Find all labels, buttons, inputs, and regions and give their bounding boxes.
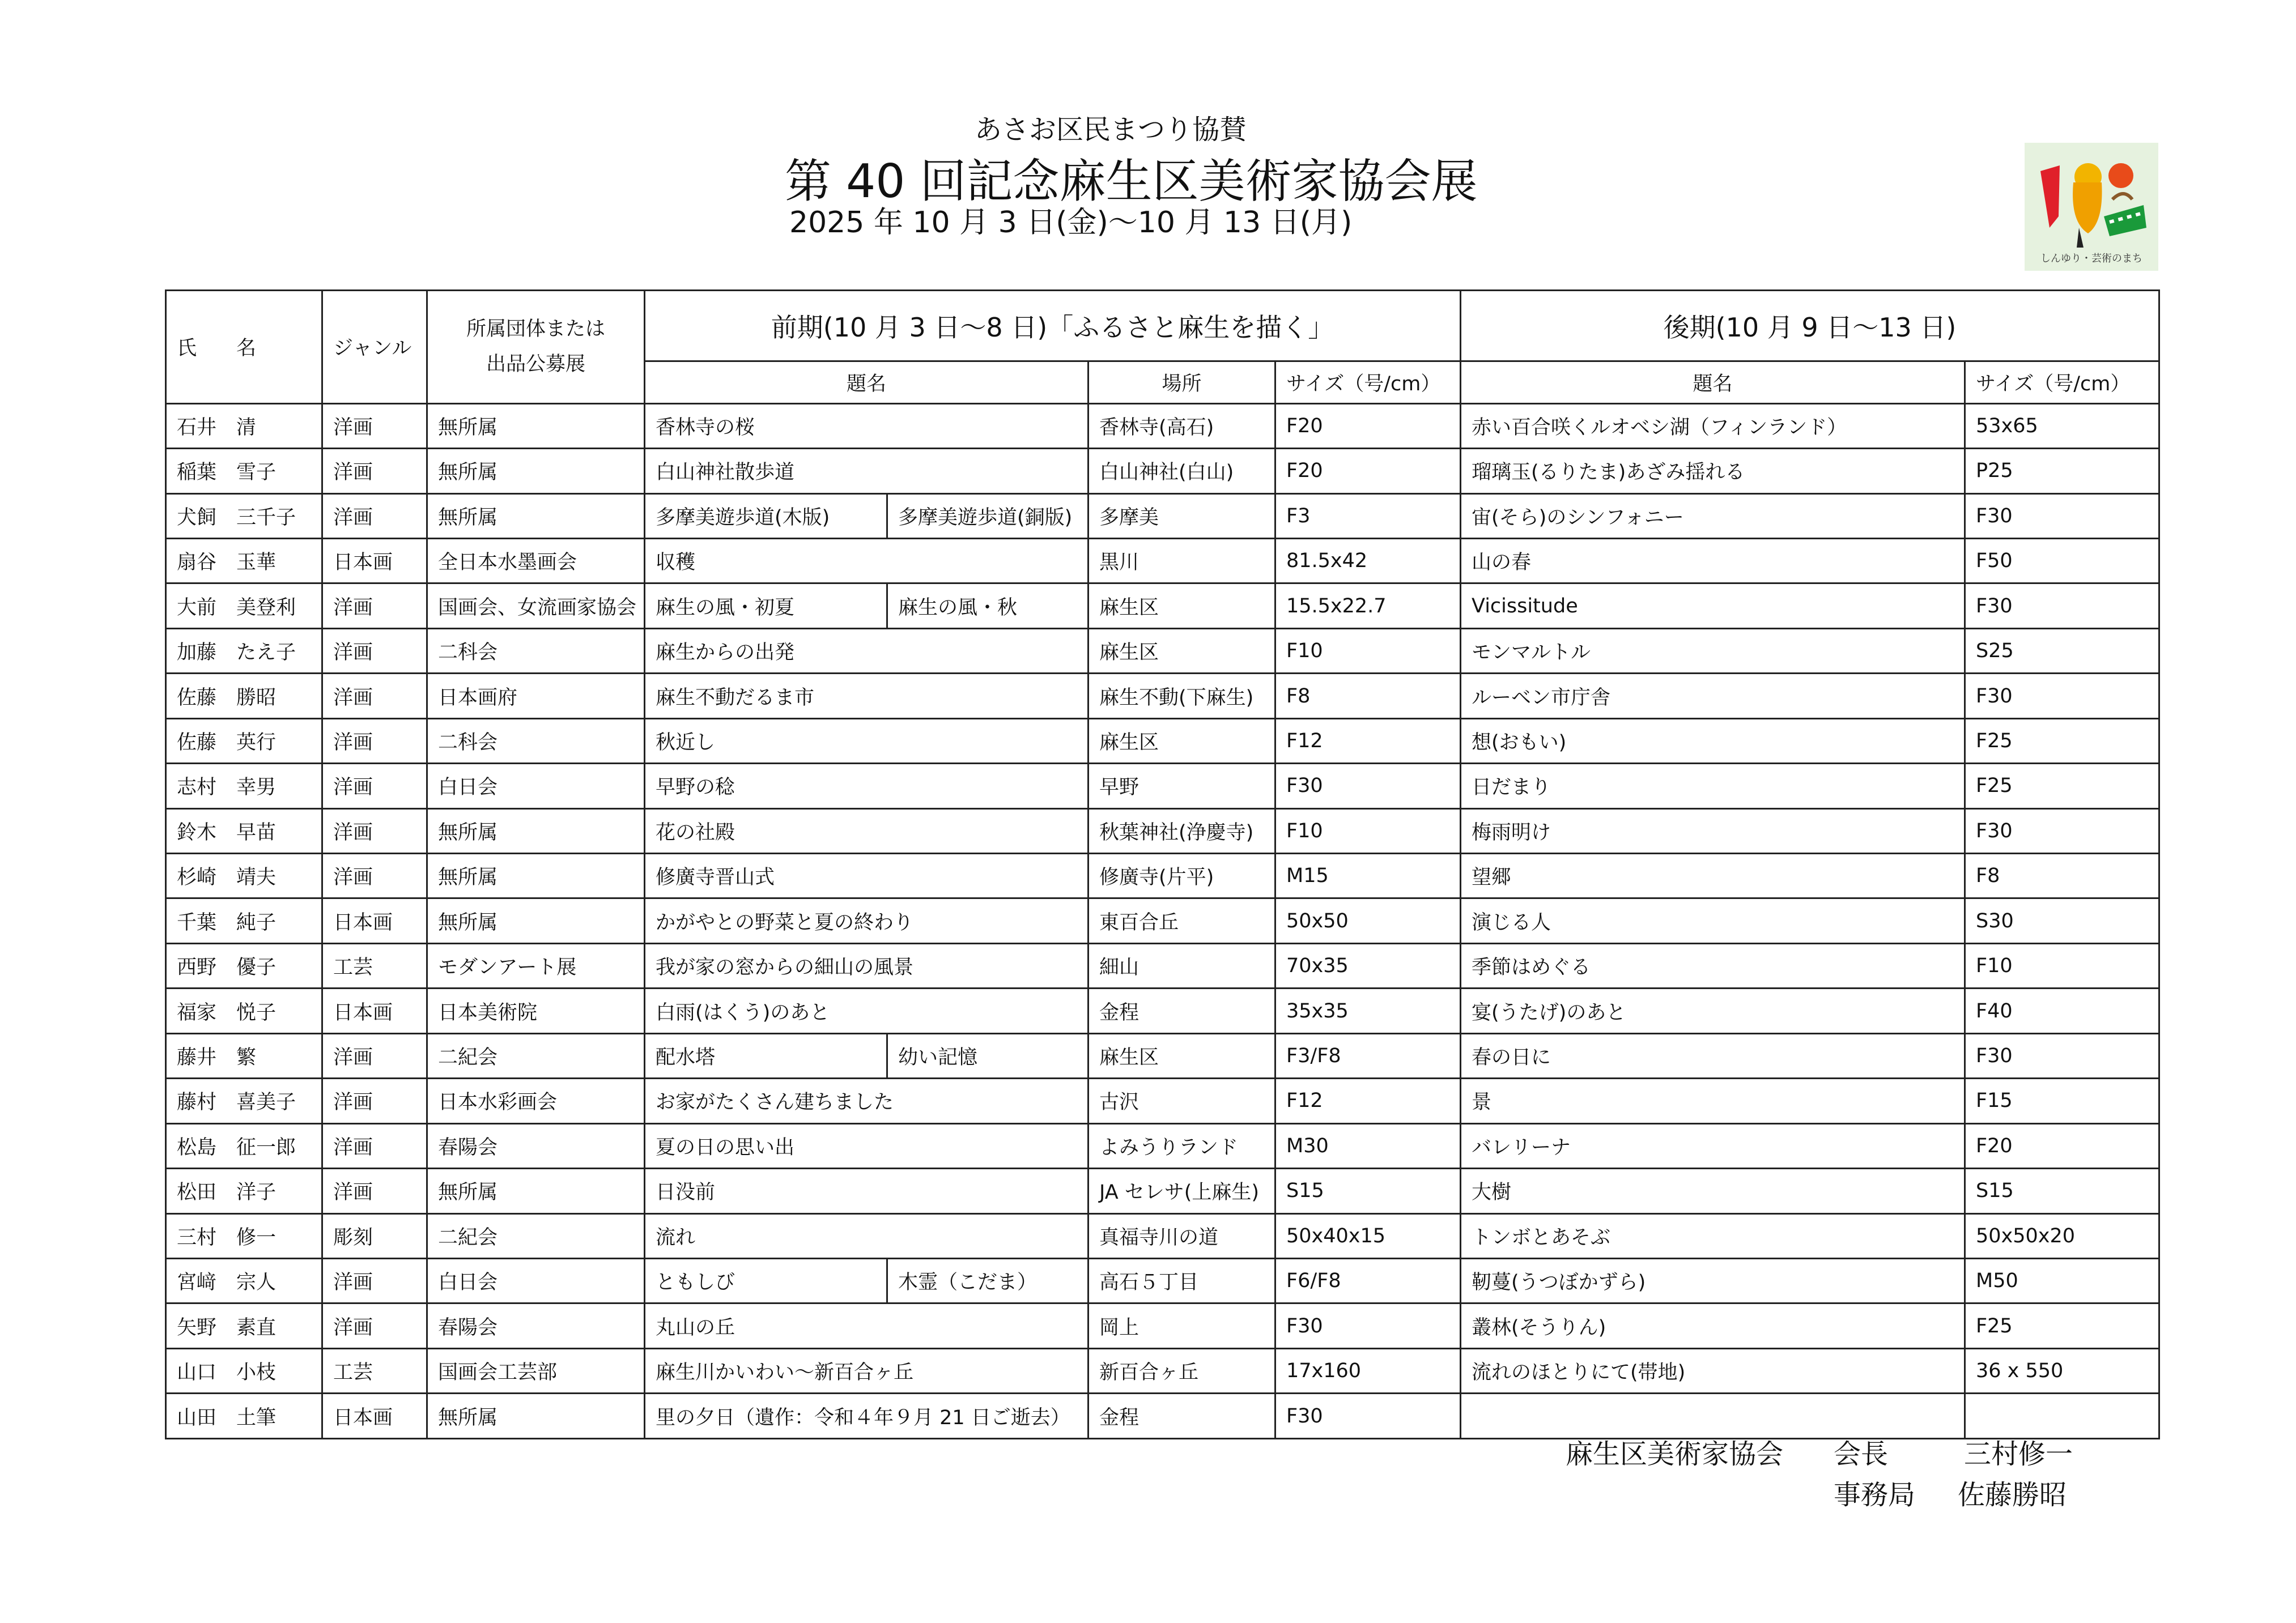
genre-cell: 洋画 [322, 718, 427, 763]
table-row [166, 898, 2159, 943]
early-size-cell: F10 [1275, 808, 1461, 853]
group-cell: 無所属 [427, 449, 645, 493]
early-size-cell: F12 [1275, 1079, 1461, 1123]
early-title-cell: 秋近し [645, 718, 1089, 763]
table-row [166, 449, 2159, 493]
header-group-line2: 出品公募展 [486, 353, 585, 376]
genre-cell: 日本画 [322, 538, 427, 583]
table-row [166, 1303, 2159, 1348]
table-row [166, 854, 2159, 898]
artist-name-cell: 西野 優子 [166, 943, 322, 988]
group-cell: 無所属 [427, 808, 645, 853]
early-title-cell: 麻生川かいわい～新百合ヶ丘 [645, 1348, 1089, 1393]
genre-cell: 日本画 [322, 989, 427, 1033]
artist-name-cell: 佐藤 勝昭 [166, 674, 322, 718]
footer-office-name: 佐藤勝昭 [1958, 1479, 2067, 1511]
table-row [166, 1258, 2159, 1303]
early-place-cell: 高石５丁目 [1089, 1258, 1275, 1303]
early-place-cell: 麻生区 [1089, 718, 1275, 763]
header-name: 氏 名 [166, 291, 322, 404]
early-title-cell: 丸山の丘 [645, 1303, 1089, 1348]
group-cell: 無所属 [427, 1394, 645, 1439]
late-size-cell: M50 [1965, 1258, 2159, 1303]
header-early-size: サイズ（号/cm） [1275, 361, 1461, 403]
header-group-line1: 所属団体または [466, 318, 605, 341]
artist-name-cell: 松島 征一郎 [166, 1123, 322, 1168]
table-row [166, 1348, 2159, 1393]
genre-cell: 彫刻 [322, 1213, 427, 1258]
early-place-cell: 多摩美 [1089, 493, 1275, 538]
header-group [427, 291, 645, 404]
late-title-cell: 演じる人 [1461, 898, 1965, 943]
late-title-cell: 春の日に [1461, 1033, 1965, 1078]
early-place-cell: 細山 [1089, 943, 1275, 988]
early-size-cell: 50x40x15 [1275, 1213, 1461, 1258]
late-title-cell: 宙(そら)のシンフォニー [1461, 493, 1965, 538]
early-size-cell: F20 [1275, 449, 1461, 493]
early-place-cell: 岡上 [1089, 1303, 1275, 1348]
early-place-cell: 新百合ヶ丘 [1089, 1348, 1275, 1393]
logo-graphic-icon [2025, 143, 2158, 250]
early-title-cell: 多摩美遊歩道(木版) [645, 493, 887, 538]
late-title-cell: トンボとあそぶ [1461, 1213, 1965, 1258]
table-row [166, 1123, 2159, 1168]
group-cell: 春陽会 [427, 1303, 645, 1348]
early-title-cell: 麻生の風・初夏 [645, 583, 887, 628]
header-early-title: 題名 [645, 361, 1089, 403]
artist-name-cell: 鈴木 早苗 [166, 808, 322, 853]
late-size-cell: F15 [1965, 1079, 2159, 1123]
late-size-cell: 50x50x20 [1965, 1213, 2159, 1258]
early-place-cell: 麻生不動(下麻生) [1089, 674, 1275, 718]
header-late-period: 後期(10 月 9 日～13 日) [1461, 291, 2159, 361]
artist-name-cell: 加藤 たえ子 [166, 628, 322, 673]
early-place-cell: 修廣寺(片平) [1089, 854, 1275, 898]
early-title-cell: 流れ [645, 1213, 1089, 1258]
late-size-cell: 53x65 [1965, 403, 2159, 448]
table-row [166, 1079, 2159, 1123]
group-cell: 無所属 [427, 1169, 645, 1213]
early-size-cell: F3/F8 [1275, 1033, 1461, 1078]
table-row [166, 718, 2159, 763]
artist-name-cell: 矢野 素直 [166, 1303, 322, 1348]
early-size-cell: 15.5x22.7 [1275, 583, 1461, 628]
early-size-cell: 70x35 [1275, 943, 1461, 988]
early-title-cell: 我が家の窓からの細山の風景 [645, 943, 1089, 988]
table-row [166, 1033, 2159, 1078]
late-size-cell: S15 [1965, 1169, 2159, 1213]
genre-cell: 洋画 [322, 1079, 427, 1123]
genre-cell: 洋画 [322, 493, 427, 538]
early-title-cell: 修廣寺晋山式 [645, 854, 1089, 898]
early-size-cell: F8 [1275, 674, 1461, 718]
early-size-cell: F30 [1275, 1303, 1461, 1348]
late-size-cell: F8 [1965, 854, 2159, 898]
early-place-cell: 金程 [1089, 989, 1275, 1033]
late-title-cell: バレリーナ [1461, 1123, 1965, 1168]
genre-cell: 洋画 [322, 1258, 427, 1303]
artist-name-cell: 松田 洋子 [166, 1169, 322, 1213]
group-cell: 二紀会 [427, 1033, 645, 1078]
late-title-cell: 赤い百合咲くルオベシ湖（フィンランド） [1461, 403, 1965, 448]
late-title-cell: 瑠璃玉(るりたま)あざみ揺れる [1461, 449, 1965, 493]
early-size-cell: 35x35 [1275, 989, 1461, 1033]
group-cell: 無所属 [427, 854, 645, 898]
shinyuri-art-town-logo [2025, 143, 2158, 271]
artist-name-cell: 志村 幸男 [166, 764, 322, 808]
exhibition-title: 第 40 回記念麻生区美術家協会展 [785, 155, 1478, 208]
artist-name-cell: 佐藤 英行 [166, 718, 322, 763]
early-size-cell: M30 [1275, 1123, 1461, 1168]
late-title-cell: 大樹 [1461, 1169, 1965, 1213]
late-size-cell: F30 [1965, 1033, 2159, 1078]
early-place-cell: 麻生区 [1089, 628, 1275, 673]
early-size-cell: F3 [1275, 493, 1461, 538]
late-title-cell: 梅雨明け [1461, 808, 1965, 853]
early-title-second-cell: 麻生の風・秋 [887, 583, 1089, 628]
early-title-cell: 白雨(はくう)のあと [645, 989, 1089, 1033]
late-size-cell: F10 [1965, 943, 2159, 988]
late-size-cell: S30 [1965, 898, 2159, 943]
group-cell: 国画会工芸部 [427, 1348, 645, 1393]
group-cell: 二科会 [427, 718, 645, 763]
early-title-cell: 香林寺の桜 [645, 403, 1089, 448]
late-size-cell: 36 x 550 [1965, 1348, 2159, 1393]
footer-office-role: 事務局 [1834, 1479, 1916, 1511]
genre-cell: 工芸 [322, 943, 427, 988]
late-size-cell: F30 [1965, 808, 2159, 853]
artist-name-cell: 藤井 繁 [166, 1033, 322, 1078]
group-cell: 白日会 [427, 1258, 645, 1303]
early-title-cell: 麻生不動だるま市 [645, 674, 1089, 718]
table-row [166, 403, 2159, 448]
late-size-cell: F30 [1965, 674, 2159, 718]
late-title-cell: 叢林(そうりん) [1461, 1303, 1965, 1348]
early-title-cell: かがやとの野菜と夏の終わり [645, 898, 1089, 943]
footer-chair-name: 三村修一 [1964, 1438, 2073, 1470]
footer-association: 麻生区美術家協会 [1566, 1438, 1784, 1470]
table-row [166, 1169, 2159, 1213]
artist-name-cell: 杉崎 靖夫 [166, 854, 322, 898]
table-row [166, 674, 2159, 718]
early-size-cell: F30 [1275, 1394, 1461, 1439]
group-cell: 無所属 [427, 403, 645, 448]
header-genre: ジャンル [322, 291, 427, 404]
late-size-cell: F30 [1965, 493, 2159, 538]
late-size-cell: F50 [1965, 538, 2159, 583]
artist-name-cell: 山口 小枝 [166, 1348, 322, 1393]
header-late-title: 題名 [1461, 361, 1965, 403]
late-size-cell: F20 [1965, 1123, 2159, 1168]
early-place-cell: 麻生区 [1089, 1033, 1275, 1078]
artist-name-cell: 犬飼 三千子 [166, 493, 322, 538]
genre-cell: 洋画 [322, 1303, 427, 1348]
early-title-cell: 夏の日の思い出 [645, 1123, 1089, 1168]
genre-cell: 洋画 [322, 403, 427, 448]
late-size-cell: F25 [1965, 1303, 2159, 1348]
artist-name-cell: 宮﨑 宗人 [166, 1258, 322, 1303]
late-title-cell: Vicissitude [1461, 583, 1965, 628]
genre-cell: 日本画 [322, 1394, 427, 1439]
early-place-cell: 真福寺川の道 [1089, 1213, 1275, 1258]
genre-cell: 洋画 [322, 764, 427, 808]
table-row [166, 583, 2159, 628]
genre-cell: 洋画 [322, 449, 427, 493]
genre-cell: 洋画 [322, 583, 427, 628]
table-row [166, 989, 2159, 1033]
early-place-cell: 黒川 [1089, 538, 1275, 583]
early-place-cell: 秋葉神社(浄慶寺) [1089, 808, 1275, 853]
late-title-cell: 宴(うたげ)のあと [1461, 989, 1965, 1033]
early-place-cell: 香林寺(高石) [1089, 403, 1275, 448]
group-cell: モダンアート展 [427, 943, 645, 988]
late-size-cell: F25 [1965, 718, 2159, 763]
table-body [166, 403, 2159, 1438]
event-subtitle: あさお区民まつり協賛 [975, 114, 1247, 146]
late-title-cell: 想(おもい) [1461, 718, 1965, 763]
group-cell: 国画会、女流画家協会 [427, 583, 645, 628]
table-row [166, 628, 2159, 673]
early-title-cell: 白山神社散歩道 [645, 449, 1089, 493]
early-size-cell: F6/F8 [1275, 1258, 1461, 1303]
late-size-cell: F25 [1965, 764, 2159, 808]
early-size-cell: F12 [1275, 718, 1461, 763]
table-row [166, 493, 2159, 538]
artist-name-cell: 稲葉 雪子 [166, 449, 322, 493]
exhibition-dates: 2025 年 10 月 3 日(金)～10 月 13 日(月) [789, 206, 1353, 240]
early-title-cell: 花の社殿 [645, 808, 1089, 853]
artist-name-cell: 福家 悦子 [166, 989, 322, 1033]
header-late-size: サイズ（号/cm） [1965, 361, 2159, 403]
early-size-cell: F20 [1275, 403, 1461, 448]
table-row [166, 764, 2159, 808]
early-size-cell: F10 [1275, 628, 1461, 673]
genre-cell: 洋画 [322, 1123, 427, 1168]
early-size-cell: 17x160 [1275, 1348, 1461, 1393]
early-size-cell: M15 [1275, 854, 1461, 898]
early-title-cell: 日没前 [645, 1169, 1089, 1213]
genre-cell: 洋画 [322, 854, 427, 898]
genre-cell: 洋画 [322, 808, 427, 853]
early-title-cell: 収穫 [645, 538, 1089, 583]
early-size-cell: 81.5x42 [1275, 538, 1461, 583]
early-title-second-cell: 木霊（こだま） [887, 1258, 1089, 1303]
header-early-place: 場所 [1089, 361, 1275, 403]
early-place-cell: 金程 [1089, 1394, 1275, 1439]
early-place-cell: よみうりランド [1089, 1123, 1275, 1168]
group-cell: 春陽会 [427, 1123, 645, 1168]
artist-name-cell: 石井 清 [166, 403, 322, 448]
early-title-cell: 里の夕日（遺作：令和４年９月 21 日ご逝去） [645, 1394, 1089, 1439]
late-title-cell: 山の春 [1461, 538, 1965, 583]
footer-chair-role: 会長 [1834, 1438, 1889, 1470]
table-row [166, 943, 2159, 988]
genre-cell: 洋画 [322, 1033, 427, 1078]
early-title-cell: 早野の稔 [645, 764, 1089, 808]
table-row [166, 808, 2159, 853]
group-cell: 白日会 [427, 764, 645, 808]
late-title-cell: 靭蔓(うつぼかずら) [1461, 1258, 1965, 1303]
late-title-cell: ルーベン市庁舎 [1461, 674, 1965, 718]
header-early-period: 前期(10 月 3 日～8 日)「ふるさと麻生を描く」 [645, 291, 1461, 361]
late-title-cell: モンマルトル [1461, 628, 1965, 673]
artist-name-cell: 三村 修一 [166, 1213, 322, 1258]
late-title-cell: 景 [1461, 1079, 1965, 1123]
logo-caption: しんゆり・芸術のまち [2040, 253, 2142, 265]
early-title-cell: お家がたくさん建ちました [645, 1079, 1089, 1123]
early-title-second-cell: 幼い記憶 [887, 1033, 1089, 1078]
group-cell: 日本美術院 [427, 989, 645, 1033]
early-title-cell: 麻生からの出発 [645, 628, 1089, 673]
genre-cell: 洋画 [322, 628, 427, 673]
early-place-cell: 早野 [1089, 764, 1275, 808]
early-place-cell: 白山神社(白山) [1089, 449, 1275, 493]
group-cell: 二紀会 [427, 1213, 645, 1258]
early-size-cell: S15 [1275, 1169, 1461, 1213]
artist-name-cell: 山田 土筆 [166, 1394, 322, 1439]
early-title-second-cell: 多摩美遊歩道(銅版) [887, 493, 1089, 538]
early-title-cell: ともしび [645, 1258, 887, 1303]
genre-cell: 洋画 [322, 1169, 427, 1213]
artist-name-cell: 大前 美登利 [166, 583, 322, 628]
genre-cell: 日本画 [322, 898, 427, 943]
artist-name-cell: 扇谷 玉華 [166, 538, 322, 583]
early-size-cell: 50x50 [1275, 898, 1461, 943]
artist-name-cell: 藤村 喜美子 [166, 1079, 322, 1123]
table-row [166, 538, 2159, 583]
group-cell: 日本水彩画会 [427, 1079, 645, 1123]
group-cell: 無所属 [427, 898, 645, 943]
early-size-cell: F30 [1275, 764, 1461, 808]
late-size-cell: P25 [1965, 449, 2159, 493]
late-title-cell: 望郷 [1461, 854, 1965, 898]
late-size-cell: S25 [1965, 628, 2159, 673]
group-cell: 全日本水墨画会 [427, 538, 645, 583]
early-place-cell: 東百合丘 [1089, 898, 1275, 943]
group-cell: 無所属 [427, 493, 645, 538]
table-row [166, 1213, 2159, 1258]
genre-cell: 洋画 [322, 674, 427, 718]
early-place-cell: 麻生区 [1089, 583, 1275, 628]
late-title-cell: 日だまり [1461, 764, 1965, 808]
late-size-cell: F40 [1965, 989, 2159, 1033]
early-place-cell: 古沢 [1089, 1079, 1275, 1123]
artist-name-cell: 千葉 純子 [166, 898, 322, 943]
group-cell: 二科会 [427, 628, 645, 673]
late-title-cell: 季節はめぐる [1461, 943, 1965, 988]
late-size-cell: F30 [1965, 583, 2159, 628]
late-title-cell: 流れのほとりにて(帯地) [1461, 1348, 1965, 1393]
group-cell: 日本画府 [427, 674, 645, 718]
early-place-cell: JA セレサ(上麻生) [1089, 1169, 1275, 1213]
early-title-cell: 配水塔 [645, 1033, 887, 1078]
artist-exhibit-table [165, 289, 2160, 1439]
genre-cell: 工芸 [322, 1348, 427, 1393]
